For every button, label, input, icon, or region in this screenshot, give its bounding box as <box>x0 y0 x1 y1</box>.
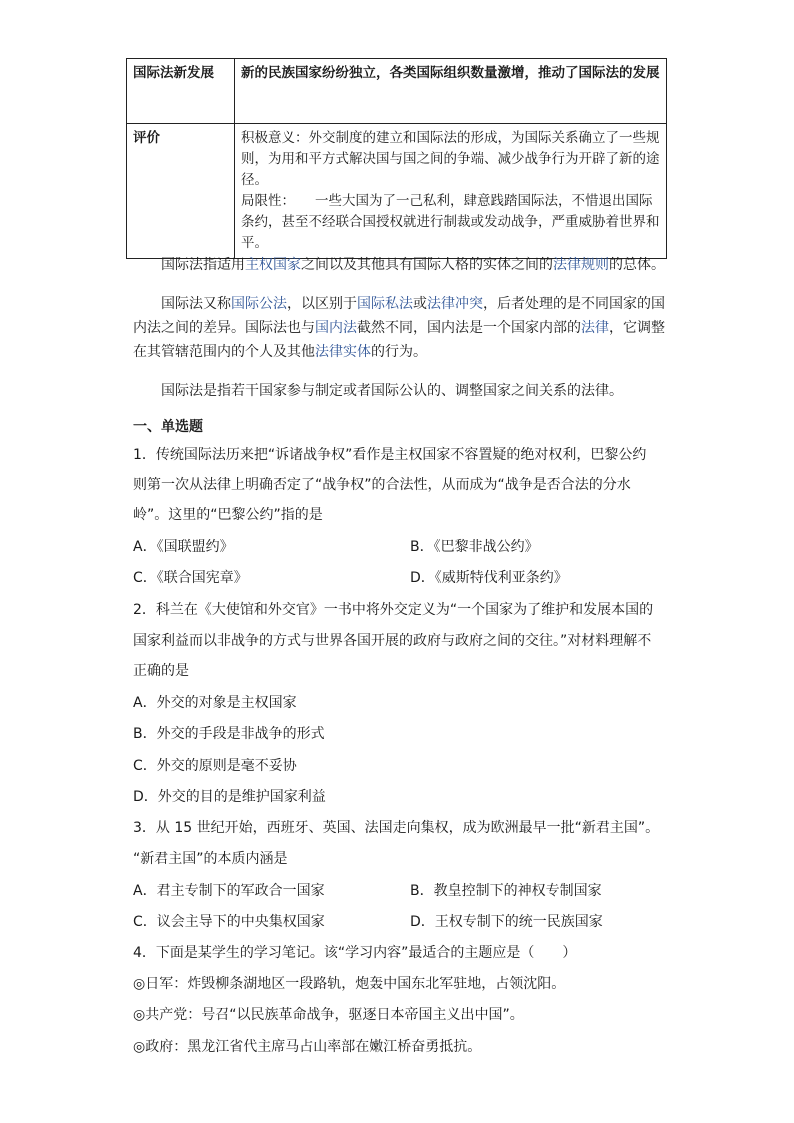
q3-option-b[interactable]: B．教皇控制下的神权专制国家 <box>410 883 602 899</box>
row-value <box>235 124 667 259</box>
q2-option-a[interactable]: A．外交的对象是主权国家 <box>133 695 297 711</box>
q4-note: ◎共产党：号召“以民族革命战争，驱逐日本帝国主义出中国”。 <box>133 1007 524 1023</box>
q3-option-a[interactable]: A．君主专制下的军政合一国家 <box>133 883 325 899</box>
paragraph: 国际法指适用主权国家之间以及其他具有国际人格的实体之间的法律规则的总体。 <box>161 257 665 273</box>
question-2-line: 正确的是 <box>133 663 189 679</box>
link-law[interactable]: 法律 <box>581 320 609 336</box>
q1-option-b[interactable]: B．《巴黎非战公约》 <box>410 539 539 555</box>
row-value: 新的民族国家纷纷独立，各类国际组织数量激增，推动了国际法的发展 <box>235 59 667 124</box>
question-2-line: 2．科兰在《大使馆和外交官》一书中将外交定义为“一个国家为了维护和发展本国的 <box>133 602 654 618</box>
link-public-international-law[interactable]: 国际公法 <box>231 296 287 312</box>
q4-note: ◎政府：黑龙江省代主席马占山率部在嫩江桥奋勇抵抗。 <box>133 1039 482 1055</box>
q2-option-b[interactable]: B．外交的手段是非战争的形式 <box>133 726 325 742</box>
link-legal-entity[interactable]: 法律实体 <box>315 344 371 360</box>
limitation-label: 局限性： <box>241 193 295 209</box>
q3-option-c[interactable]: C．议会主导下的中央集权国家 <box>133 914 325 930</box>
question-4-line: 4．下面是某学生的学习笔记。该“学习内容”最适合的主题应是（ ） <box>133 945 577 961</box>
paragraph: 国际法又称国际公法，以区别于国际私法或法律冲突，后者处理的是不同国家的国内法之间的差异。国际法也与国内法截然不同，国内法是一个国家内部的法律，它调整在其管辖范围内的个人及其他法律实体的行为。 <box>133 296 665 360</box>
paragraph: 国际法是指若干国家参与制定或者国际公认的、调整国家之间关系的法律。 <box>161 383 623 399</box>
limitation <box>241 191 660 254</box>
q2-option-d[interactable]: D．外交的目的是维护国家利益 <box>133 789 326 805</box>
q1-option-a[interactable]: A．《国联盟约》 <box>133 539 234 555</box>
question-3-line: 3．从 15 世纪开始，西班牙、英国、法国走向集权，成为欧洲最早一批“新君主国”。 <box>133 820 660 836</box>
link-conflict-of-laws[interactable]: 法律冲突 <box>427 296 483 312</box>
table-row <box>127 59 667 124</box>
question-3-line: “新君主国”的本质内涵是 <box>133 851 288 867</box>
table-row <box>127 124 667 259</box>
limitation-text: 一些大国为了一己私利，肆意践踏国际法，不惜退出国际条约，甚至不经联合国授权就进行制裁或发动战争，严重威胁着世界和平。 <box>241 193 660 251</box>
question-1-line: 则第一次从法律上明确否定了“战争权”的合法性，从而成为“战争是否合法的分水 <box>133 477 631 493</box>
q4-note: ◎日军：炸毁柳条湖地区一段路轨，炮轰中国东北军驻地，占领沈阳。 <box>133 976 566 992</box>
q1-option-c[interactable]: C．《联合国宪章》 <box>133 570 248 586</box>
q2-option-c[interactable]: C．外交的原则是毫不妥协 <box>133 758 297 774</box>
q1-option-d[interactable]: D．《威斯特伐利亚条约》 <box>410 570 568 586</box>
link-legal-rules[interactable]: 法律规则 <box>553 257 609 273</box>
summary-table <box>126 58 667 259</box>
link-private-international-law[interactable]: 国际私法 <box>357 296 413 312</box>
q3-option-d[interactable]: D．王权专制下的统一民族国家 <box>410 914 603 930</box>
link-domestic-law[interactable]: 国内法 <box>315 320 357 336</box>
link-sovereign-state[interactable]: 主权国家 <box>245 257 301 273</box>
row-label: 国际法新发展 <box>127 59 235 124</box>
question-1-line: 岭”。这里的“巴黎公约”指的是 <box>133 507 323 523</box>
positive-significance: 积极意义：外交制度的建立和国际法的形成，为国际关系确立了一些规则，为用和平方式解决国与国之间的争端、减少战争行为开辟了新的途径。 <box>241 130 660 188</box>
question-1-line: 1．传统国际法历来把“诉诸战争权”看作是主权国家不容置疑的绝对权利，巴黎公约 <box>133 447 647 463</box>
row-label: 评价 <box>127 124 235 259</box>
section-heading: 一、单选题 <box>133 419 203 435</box>
question-2-line: 国家利益而以非战争的方式与世界各国开展的政府与政府之间的交往。”对材料理解不 <box>133 633 652 649</box>
